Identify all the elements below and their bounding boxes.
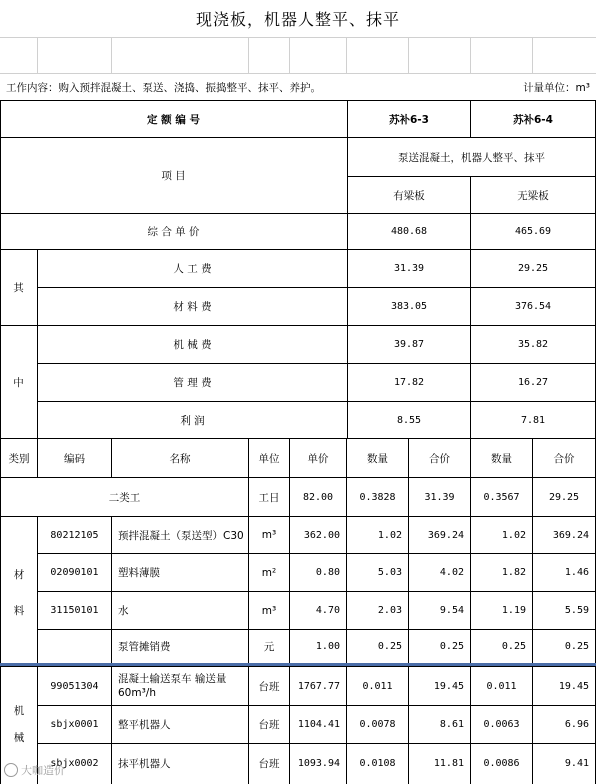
- section-separator-bar: [0, 663, 596, 666]
- cost-row-value-2: 35.82: [517, 339, 549, 350]
- machine-name: 抹平机器人: [118, 758, 171, 770]
- sheet-gridline: [346, 38, 347, 73]
- item-label: 项 目: [161, 170, 186, 182]
- cost-row-value-1: 17.82: [393, 377, 425, 388]
- material-code: [38, 630, 111, 663]
- material-price: 1.00: [315, 641, 340, 652]
- detail-header-3: 单位: [258, 452, 280, 465]
- material-total-1: 4.02: [439, 567, 464, 578]
- unit-label: 计量单位：m³: [523, 81, 590, 94]
- material-qty-1: 1.02: [377, 529, 402, 541]
- variant-ribbed-slab: 有梁板: [393, 189, 425, 202]
- material-name: 水: [118, 605, 129, 617]
- machine-name: 混凝土输送泵车 输送量60m³/h: [118, 673, 227, 699]
- cost-row-value-2: 7.81: [520, 414, 546, 426]
- material-qty-1: 2.03: [377, 605, 402, 616]
- material-unit: m²: [261, 566, 277, 579]
- merged-cell-mask: [1, 552, 37, 555]
- machine-qty-2: 0.0086: [483, 758, 520, 769]
- material-total-2: 0.25: [564, 641, 589, 652]
- machine-unit: 台班: [258, 719, 280, 731]
- material-total-1: 0.25: [439, 641, 464, 652]
- material-total-2: 5.59: [564, 605, 589, 616]
- cost-row-value-1: 8.55: [396, 414, 422, 426]
- sheet-gridline: [532, 38, 533, 73]
- machine-price: 1093.94: [297, 758, 340, 769]
- cost-row-label: 利 润: [180, 414, 205, 427]
- cost-row-label: 材 料 费: [173, 301, 212, 313]
- cost-row-value-2: 376.54: [514, 301, 552, 312]
- machine-total-2: 19.45: [558, 680, 589, 692]
- labor-total-1: 31.39: [424, 491, 455, 503]
- item-description: 泵送混凝土，机器人整平、抹平: [398, 151, 545, 164]
- material-category-char-2: 料: [13, 604, 25, 617]
- sheet-gridline: [470, 38, 471, 73]
- material-qty-1: 5.03: [377, 567, 402, 578]
- watermark-text: 大咖造价: [21, 764, 65, 777]
- work-content: 工作内容：购入预拌混凝土、泵送、浇捣、振捣整平、抹平、养护。: [6, 81, 321, 94]
- labor-price: 82.00: [302, 491, 334, 503]
- machine-total-2: 6.96: [564, 719, 589, 730]
- sheet-gridline: [111, 38, 112, 73]
- sheet-gridline: [408, 38, 409, 73]
- material-total-1: 369.24: [427, 529, 464, 541]
- material-price: 0.80: [315, 567, 340, 578]
- material-name: 泵管摊销费: [118, 641, 171, 653]
- material-qty-2: 1.02: [501, 529, 526, 541]
- machine-qty-1: 0.0078: [359, 719, 396, 730]
- material-total-2: 369.24: [552, 529, 589, 541]
- material-category-char-1: 材: [13, 568, 25, 581]
- composite-price-1: 480.68: [390, 226, 428, 237]
- material-unit: 元: [263, 641, 275, 653]
- among-label-bottom: 中: [13, 376, 24, 389]
- material-total-1: 9.54: [439, 605, 464, 616]
- material-qty-2: 1.19: [501, 605, 526, 616]
- material-qty-2: 0.25: [501, 641, 526, 652]
- material-unit: m³: [261, 604, 277, 617]
- material-unit: m³: [261, 529, 277, 541]
- merged-cell-mask: [1, 628, 37, 631]
- material-name: 预拌混凝土（泵送型）C30: [118, 529, 244, 542]
- machine-unit: 台班: [258, 680, 280, 693]
- composite-price-2: 465.69: [514, 226, 552, 237]
- machine-code: sbjx0001: [50, 719, 99, 730]
- labor-qty-1: 0.3828: [359, 491, 396, 503]
- material-total-2: 1.46: [564, 567, 589, 578]
- page-title: 现浇板，机器人整平、抹平: [195, 10, 400, 29]
- material-qty-1: 0.25: [377, 641, 402, 652]
- machine-qty-2: 0.0063: [483, 719, 520, 730]
- labor-qty-2: 0.3567: [483, 491, 520, 503]
- machine-code: sbjx0002: [50, 758, 99, 769]
- detail-header-5: 数量: [367, 452, 388, 465]
- detail-header-7: 数量: [491, 452, 512, 465]
- machine-price: 1104.41: [297, 719, 340, 730]
- detail-header-6: 合价: [429, 452, 450, 465]
- cost-row-value-1: 39.87: [393, 339, 425, 350]
- machine-qty-1: 0.011: [362, 680, 393, 692]
- quota-code-1: 苏补6-3: [389, 113, 429, 126]
- watermark: [4, 762, 65, 778]
- among-label-top: 其: [13, 282, 24, 294]
- material-code: 80212105: [50, 529, 99, 541]
- sheet-gridline: [289, 38, 290, 73]
- quota-code-2: 苏补6-4: [513, 113, 553, 126]
- cost-row-label: 人 工 费: [173, 263, 212, 275]
- cost-row-label: 管 理 费: [173, 377, 212, 389]
- detail-header-4: 单价: [307, 452, 329, 465]
- detail-header-1: 编码: [64, 452, 85, 465]
- sheet-gridline: [248, 38, 249, 73]
- quota-number-label: 定 额 编 号: [147, 113, 200, 126]
- machine-qty-2: 0.011: [486, 680, 517, 692]
- cost-row-value-2: 29.25: [517, 263, 549, 274]
- material-price: 4.70: [315, 605, 340, 616]
- material-qty-2: 1.82: [501, 567, 526, 578]
- labor-unit: 工日: [258, 491, 280, 504]
- machine-total-1: 11.81: [433, 758, 464, 769]
- sheet-gridline: [37, 38, 38, 73]
- machine-name: 整平机器人: [118, 719, 171, 731]
- material-price: 362.00: [303, 529, 340, 541]
- sheet-gridline: [0, 37, 596, 38]
- composite-price-label: 综 合 单 价: [147, 226, 200, 238]
- machine-code: 99051304: [50, 680, 99, 692]
- machine-total-1: 8.61: [439, 719, 464, 730]
- detail-header-0: 类别: [8, 452, 30, 465]
- machine-category-char-2: 械: [13, 731, 25, 744]
- cost-row-value-1: 383.05: [390, 301, 428, 312]
- machine-qty-1: 0.0108: [359, 758, 396, 769]
- machine-total-2: 9.41: [564, 758, 589, 769]
- machine-price: 1767.77: [297, 680, 340, 692]
- cost-row-value-1: 31.39: [393, 263, 425, 274]
- material-code: 31150101: [50, 605, 99, 616]
- cost-row-label: 机 械 费: [173, 339, 212, 351]
- labor-total-2: 29.25: [548, 491, 580, 503]
- material-name: 塑料薄膜: [118, 567, 160, 579]
- cost-row-value-2: 16.27: [517, 377, 549, 388]
- detail-header-8: 合价: [553, 452, 575, 465]
- watermark-logo-icon: [4, 763, 18, 777]
- labor-name: 二类工: [108, 491, 141, 504]
- detail-header-2: 名称: [169, 452, 191, 465]
- machine-unit: 台班: [258, 758, 280, 770]
- machine-category-char-1: 机: [13, 704, 25, 717]
- variant-flat-slab: 无梁板: [517, 189, 549, 202]
- machine-total-1: 19.45: [433, 680, 464, 692]
- material-code: 02090101: [50, 567, 99, 578]
